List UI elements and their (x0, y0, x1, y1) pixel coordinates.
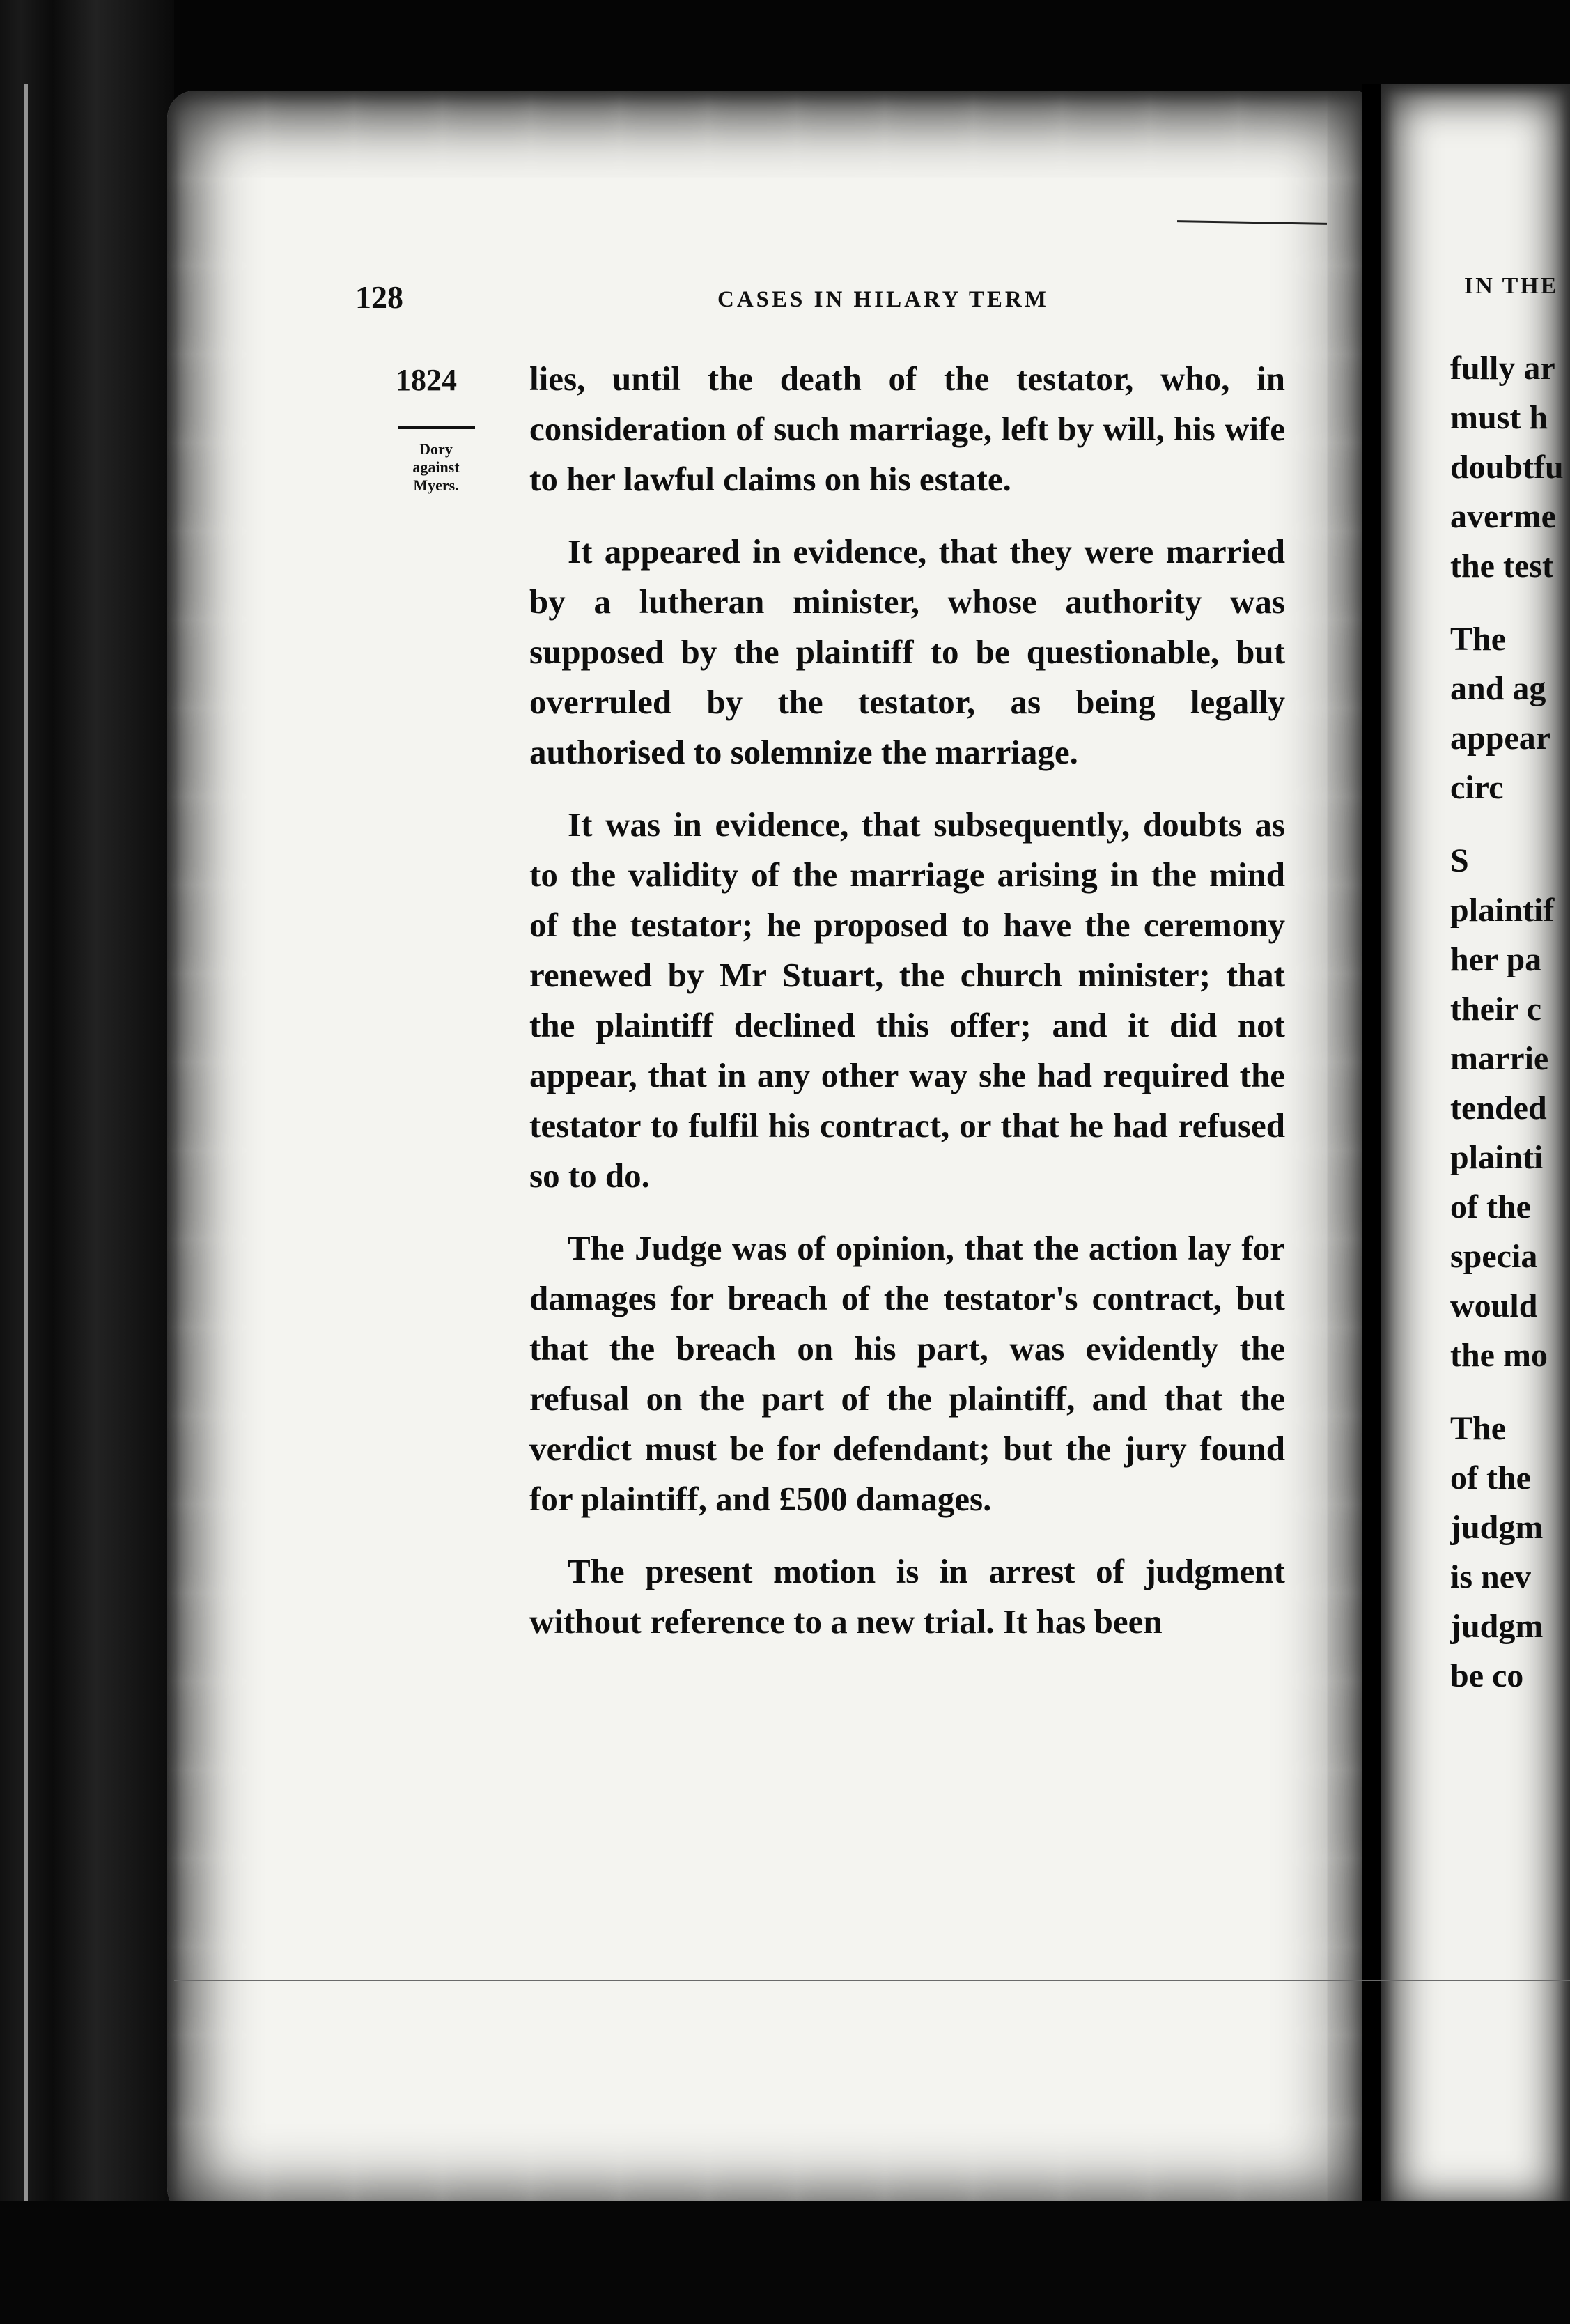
scan-line (174, 1980, 1570, 1981)
margin-rule (398, 426, 475, 429)
right-page-line: is nev (1450, 1558, 1532, 1595)
right-page-line: and ag (1450, 670, 1546, 707)
right-page-line: of the (1450, 1188, 1531, 1225)
right-page-line: The (1450, 1410, 1507, 1447)
right-page-line: be co (1450, 1657, 1524, 1694)
right-page-line: her pa (1450, 941, 1542, 978)
right-page-line: fully ar (1450, 350, 1555, 387)
right-page-line: circ (1450, 769, 1504, 806)
right-page-line: specia (1450, 1238, 1538, 1275)
right-page-line: appear (1450, 720, 1550, 757)
right-page-line: plainti (1450, 1139, 1544, 1176)
right-page-line: doubtfu (1450, 449, 1564, 486)
paragraph: It was in evidence, that subsequently, doubts as to the validity of the marriage arising in the mind of the testator; he proposed to have the ceremony renewed by Mr Stuart, the church minister; that the plaintiff declined this offer; and it did not appear, that in any other way she had required the testator to fulfil his contract, or that he had refused so to do. (529, 805, 1285, 1195)
right-page-line: tended (1450, 1090, 1547, 1126)
scan-edge-line (24, 84, 28, 2243)
right-running-head: IN THE (1464, 273, 1559, 299)
paragraph: It appeared in evidence, that they were married by a lutheran minister, whose authority was supposed by the plaintiff to be questionable, but overruled by the testator, as being legally authorised to solemnize the marriage. (529, 532, 1285, 771)
paragraph: The present motion is in arrest of judgment without reference to a new trial. It has been (529, 1552, 1285, 1641)
right-page-line: The (1450, 621, 1507, 658)
right-page-line: averme (1450, 498, 1556, 535)
margin-year: 1824 (396, 363, 457, 397)
right-page-line: judgm (1450, 1608, 1544, 1645)
right-page-line: plaintif (1450, 892, 1555, 929)
right-page-line: of the (1450, 1459, 1531, 1496)
right-page-line: their c (1450, 991, 1542, 1028)
paragraph: The Judge was of opinion, that the action lay for damages for breach of the testator's contract, but that the breach on his part, was evidently the refusal on the part of the plaintiff, and that the verdict must be for defendant; but the jury found for plaintiff, and £500 damages. (529, 1229, 1285, 1518)
right-page-text (1450, 343, 1570, 1737)
right-page-line: judgm (1450, 1509, 1544, 1546)
right-page-line: the mo (1450, 1337, 1548, 1374)
page-number: 128 (355, 279, 403, 315)
right-page-line: the test (1450, 548, 1553, 584)
right-page-line: must h (1450, 399, 1548, 436)
paragraph: lies, until the death of the testator, who, in consideration of such marriage, left by will, his wife to her lawful claims on his estate. (529, 359, 1285, 498)
page-header (355, 279, 1330, 320)
right-page-line: marrie (1450, 1040, 1549, 1077)
running-head: CASES IN HILARY TERM (717, 287, 1049, 312)
scan-bottom-edge (0, 2201, 1570, 2324)
scan-left-edge (0, 0, 174, 2324)
margin-case-name: Dory against Myers. (412, 440, 460, 494)
book-gutter (1362, 84, 1381, 2243)
body-text (529, 354, 1285, 1647)
right-page-line: would (1450, 1287, 1538, 1324)
right-page-line: S (1450, 842, 1469, 879)
